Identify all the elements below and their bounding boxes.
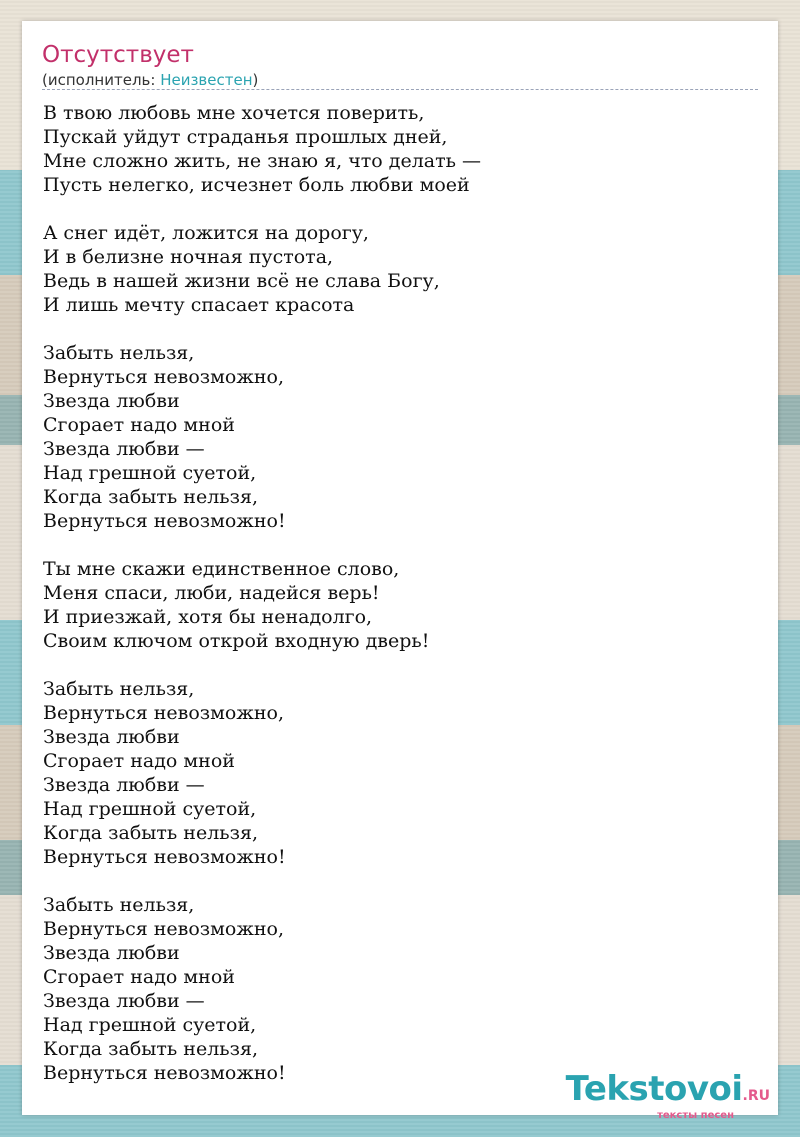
logo-name: Tekstovoi <box>565 1069 743 1109</box>
lyric-line: Над грешной суетой, <box>43 1014 257 1036</box>
lyric-line: Когда забыть нельзя, <box>43 822 259 844</box>
logo-tld: .RU <box>742 1088 770 1104</box>
title-divider <box>42 89 758 90</box>
lyric-line: И лишь мечту спасает красота <box>43 294 355 316</box>
artist-prefix: (исполнитель: <box>42 71 161 89</box>
lyric-line: Забыть нельзя, <box>43 678 195 700</box>
lyric-line: Ведь в нашей жизни всё не слава Богу, <box>43 270 440 292</box>
lyric-line: Вернуться невозможно! <box>43 1062 286 1084</box>
lyric-line: Вернуться невозможно, <box>43 918 284 940</box>
stanza-3 <box>43 341 759 533</box>
lyric-line: Над грешной суетой, <box>43 798 257 820</box>
lyrics-body <box>43 101 759 1109</box>
lyric-line: Сгорает надо мной <box>43 750 235 772</box>
stanza-4 <box>43 557 759 653</box>
site-logo[interactable] <box>560 1071 770 1121</box>
logo-tagline: тексты песен <box>657 1110 734 1121</box>
artist-link[interactable]: Неизвестен <box>160 71 253 89</box>
lyric-line: Пусть нелегко, исчезнет боль любви моей <box>43 174 470 196</box>
lyric-line: Забыть нельзя, <box>43 894 195 916</box>
lyric-line: Своим ключом открой входную дверь! <box>43 630 430 652</box>
lyric-line: Когда забыть нельзя, <box>43 1038 259 1060</box>
lyric-line: Вернуться невозможно! <box>43 846 286 868</box>
lyric-line: Звезда любви — <box>43 438 205 460</box>
lyric-line: Звезда любви — <box>43 774 205 796</box>
stanza-6 <box>43 893 759 1085</box>
lyric-line: А снег идёт, ложится на дорогу, <box>43 222 369 244</box>
logo-wordmark <box>560 1071 770 1114</box>
lyric-line: И в белизне ночная пустота, <box>43 246 334 268</box>
song-title: Отсутствует <box>42 42 194 68</box>
artist-line <box>42 71 258 89</box>
lyric-line: Пускай уйдут страданья прошлых дней, <box>43 126 448 148</box>
lyric-line: Меня спаси, люби, надейся верь! <box>43 582 380 604</box>
lyric-line: Вернуться невозможно! <box>43 510 286 532</box>
lyrics-page <box>22 21 778 1121</box>
lyric-line: Вернуться невозможно, <box>43 366 284 388</box>
lyric-line: Звезда любви <box>43 726 180 748</box>
stanza-1 <box>43 101 759 197</box>
lyric-line: Мне сложно жить, не знаю я, что делать — <box>43 150 481 172</box>
lyric-line: Над грешной суетой, <box>43 462 257 484</box>
lyric-line: Ты мне скажи единственное слово, <box>43 558 400 580</box>
stanza-2 <box>43 221 759 317</box>
lyric-line: Сгорает надо мной <box>43 966 235 988</box>
lyric-line: Сгорает надо мной <box>43 414 235 436</box>
lyric-line: Звезда любви — <box>43 990 205 1012</box>
lyric-line: Когда забыть нельзя, <box>43 486 259 508</box>
lyric-line: И приезжай, хотя бы ненадолго, <box>43 606 373 628</box>
lyric-line: Звезда любви <box>43 942 180 964</box>
lyric-line: В твою любовь мне хочется поверить, <box>43 102 425 124</box>
artist-suffix: ) <box>252 71 259 89</box>
stanza-5 <box>43 677 759 869</box>
lyric-line: Забыть нельзя, <box>43 342 195 364</box>
lyric-line: Звезда любви <box>43 390 180 412</box>
lyric-line: Вернуться невозможно, <box>43 702 284 724</box>
